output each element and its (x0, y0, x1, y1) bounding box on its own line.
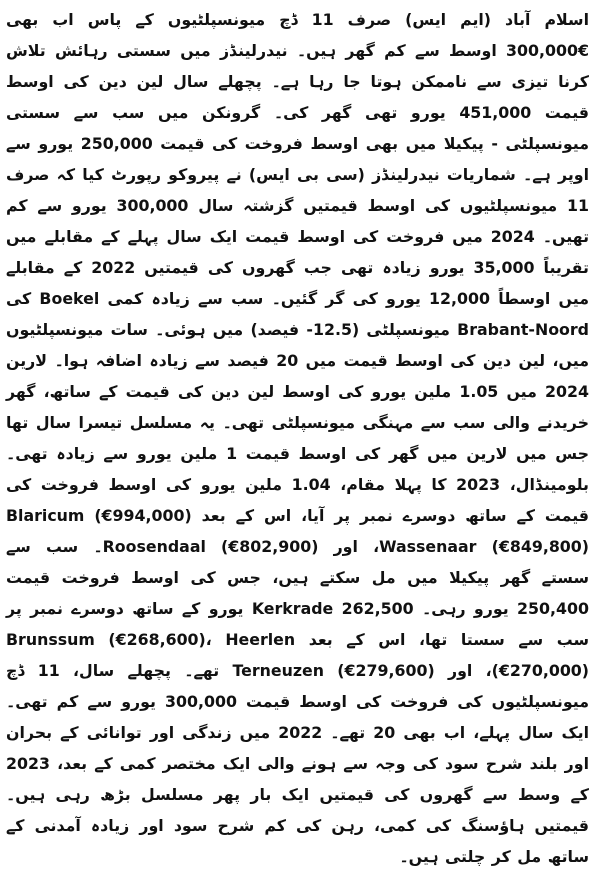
article-body: اسلام آباد (ایم ایس) صرف 11 ڈچ میونسپلٹیوں کے پاس اب بھی €300,000 اوسط سے کم گھر ہیں۔ نیدرلینڈز میں سستی رہائش تلاش کرنا تیزی سے ناممکن ہوتا جا رہا ہے۔ پچھلے سال لین دین کی اوسط قیمت 451,000 یورو تھی گھر کی۔ گرونکن میں سب سے سستی میونسپلٹی - پیکیلا میں بھی اوسط فروخت کی قیمت 250,000 یورو سے اوپر ہے۔ شماریات نیدرلینڈز (سی بی ایس) نے پیروکو رپورٹ کیا کہ صرف 11 میونسپلٹیوں کی اوسط قیمتیں گزشتہ سال 300,000 یورو سے کم تھیں۔ 2024 میں فروخت کی اوسط قیمت ایک سال پہلے کے مقابلے میں تقریباً 35,000 یورو زیادہ تھی جب گھروں کی قیمتیں 2022 کے مقابلے میں اوسطاً 12,000 یورو کی گر گئیں۔ سب سے زیادہ کمی Boekel کی Brabant-Noord میونسپلٹی (12.5- فیصد) میں ہوئی۔ سات میونسپلٹیوں میں، لین دین کی اوسط قیمت میں 20 فیصد سے زیادہ اضافہ ہوا۔ لارین 2024 میں 1.05 ملین یورو کی اوسط لین دین کی قیمت کے ساتھ، گھر خریدنے والی سب سے مہنگی میونسپلٹی تھی۔ یہ مسلسل تیسرا سال تھا جس میں لارین میں گھر کی اوسط قیمت 1 ملین یورو سے زیادہ تھی۔ بلومینڈال، 2023 کا پہلا مقام، 1.04 ملین یورو کی اوسط فروخت کی قیمت کے ساتھ دوسرے نمبر پر آیا، اس کے بعد Blaricum (€994,000) Wassenaar (€849,800)، اور Roosendaal (€802,900)۔ سب سے سستے گھر پیکیلا میں مل سکتے ہیں، جس کی اوسط فروخت قیمت 250,400 یورو رہی۔ Kerkrade 262,500 یورو کے ساتھ دوسرے نمبر پر سب سے سستا تھا، اس کے بعد Brunssum (€268,600)، Heerlen (€270,000)، اور Terneuzen (€279,600) تھے۔ پچھلے سال، 11 ڈچ میونسپلٹیوں کی فروخت کی اوسط قیمت 300,000 یورو سے کم تھی۔ ایک سال پہلے، اب بھی 20 تھے۔ 2022 میں زندگی اور توانائی کے بحران اور بلند شرح سود کی وجہ سے ہونے والی ایک مختصر کمی کے بعد، 2023 کے وسط سے گھروں کی قیمتیں ایک بار پھر مسلسل بڑھ رہی ہیں۔ قیمتیں ہاؤسنگ کی کمی، رہن کی کم شرح سود اور زیادہ آمدنی کے ساتھ مل کر چلتی ہیں۔ (6, 10, 590, 866)
